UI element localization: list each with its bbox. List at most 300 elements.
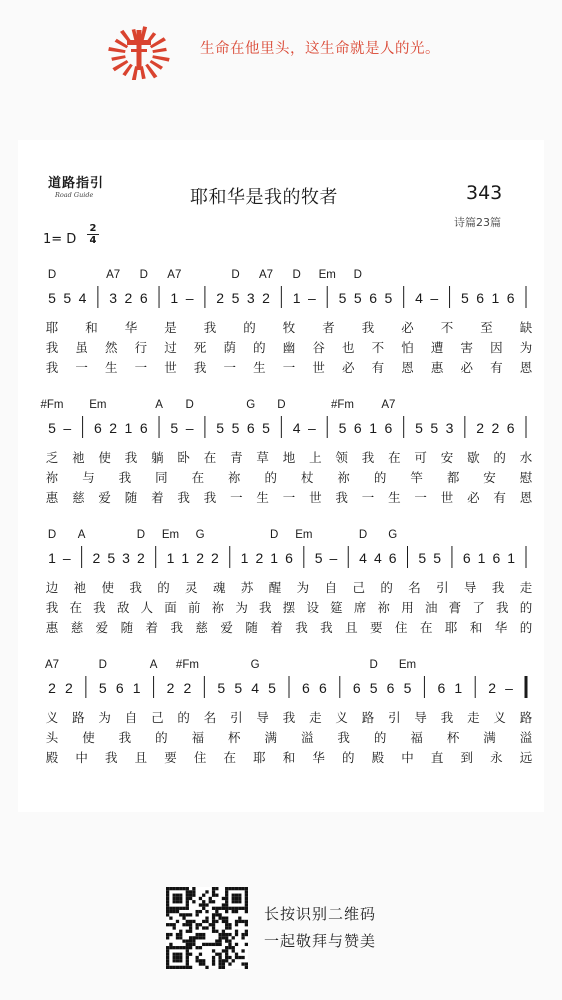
lyric-char: 为 (296, 581, 310, 595)
qr-module (238, 894, 241, 897)
lyric-char: 我 (496, 601, 509, 615)
qr-module (186, 956, 189, 959)
lyric-char: 祂 (73, 581, 87, 595)
lyric-char: 歇 (467, 451, 480, 465)
qr-module (238, 897, 241, 900)
lyric-char: 可 (414, 451, 427, 465)
lyric-char: 苏 (240, 581, 254, 595)
qr-module (189, 890, 192, 893)
qr-module (169, 933, 172, 936)
qr-module (176, 887, 179, 890)
lyric-char: 我 (177, 491, 190, 505)
qr-module (225, 890, 228, 893)
chord-symbol: D (270, 529, 279, 541)
qr-module (176, 966, 179, 969)
note: 2 (255, 550, 264, 566)
qr-module (176, 959, 179, 962)
qr-module (166, 962, 169, 965)
qr-module (225, 949, 228, 952)
qr-module (199, 936, 202, 939)
lyric-char: 满 (264, 731, 278, 745)
qr-module (232, 907, 235, 910)
qr-module (186, 894, 189, 897)
qr-module (212, 900, 215, 903)
note: 1 (181, 550, 190, 566)
qr-module (179, 946, 182, 949)
lyric-char: 一 (282, 491, 296, 505)
qr-module (235, 897, 238, 900)
qr-module (166, 910, 169, 913)
qr-module (179, 936, 182, 939)
qr-module (166, 903, 169, 906)
qr-module (186, 900, 189, 903)
lyric-char: 走 (467, 711, 480, 725)
lyric-char: 的 (519, 621, 533, 635)
lyric-char: 着 (151, 491, 164, 505)
note: 2 (48, 680, 56, 696)
qr-module (176, 953, 179, 956)
chord-symbol: Em (398, 659, 417, 671)
qr-module (173, 897, 176, 900)
qr-module (182, 923, 185, 926)
note: 5 (234, 680, 243, 696)
lyric-char: 安 (483, 471, 496, 485)
qr-code[interactable] (166, 887, 248, 969)
qr-module (235, 920, 238, 923)
note: 6 (246, 420, 255, 436)
chord-symbol: #Fm (175, 659, 199, 671)
lyric-char: 的 (177, 711, 190, 725)
lyric-char: 名 (408, 581, 421, 595)
lyric-char: 祢 (45, 471, 59, 485)
lyric-char: 在 (191, 471, 205, 485)
qr-module (225, 946, 228, 949)
qr-module (235, 910, 238, 913)
qr-module (225, 926, 228, 929)
qr-module (215, 920, 218, 923)
qr-module (212, 943, 215, 946)
lyric-char: 上 (309, 451, 322, 465)
note: 6 (492, 550, 501, 566)
lyric-char: 路 (519, 711, 533, 725)
qr-module (245, 943, 248, 946)
qr-module (235, 900, 238, 903)
qr-module (218, 939, 221, 942)
qr-module (232, 897, 235, 900)
lyric-char: 遭 (430, 341, 444, 355)
lyric-char: 华 (124, 321, 138, 335)
lyric-char: 路 (72, 711, 85, 725)
qr-module (186, 920, 189, 923)
key-signature: 1= D (43, 232, 77, 247)
qr-module (225, 956, 228, 959)
note: 5 (430, 420, 439, 436)
qr-module (232, 949, 235, 952)
lyric-char: 虽 (75, 341, 88, 355)
lyric-char: 引 (436, 581, 449, 595)
qr-module (222, 959, 225, 962)
note: 5 (418, 550, 427, 566)
lyric-char: 者 (322, 321, 335, 335)
qr-module (196, 946, 199, 949)
sustain-dash: – (308, 420, 316, 436)
brand-english-name: Road Guide (55, 191, 94, 199)
lyric-char: 躺 (151, 451, 164, 465)
lyric-char: 殿 (45, 751, 59, 765)
qr-module (241, 936, 244, 939)
lyric-char: 的 (243, 321, 256, 335)
qr-module (225, 907, 228, 910)
lyric-char: 慈 (72, 491, 85, 505)
qr-module (199, 959, 202, 962)
note: 5 (415, 420, 423, 436)
qr-module (179, 907, 182, 910)
qr-module (228, 926, 231, 929)
qr-module (189, 894, 192, 897)
qr-module (205, 926, 208, 929)
lyric-char: 一 (223, 361, 237, 375)
lyric-char: 和 (282, 751, 296, 765)
note: 1 (240, 550, 249, 566)
qr-module (202, 907, 205, 910)
qr-module (186, 887, 189, 890)
lyric-char: 华 (494, 621, 508, 635)
note: 5 (217, 680, 226, 696)
qr-module (245, 903, 248, 906)
qr-module (212, 959, 215, 962)
qr-module (218, 936, 221, 939)
note: 2 (166, 680, 175, 696)
qr-module (186, 943, 189, 946)
note: 1 (491, 290, 500, 306)
qr-module (176, 907, 179, 910)
lyric-char: 走 (519, 581, 533, 595)
lyric-char: 满 (483, 731, 496, 745)
qr-module (235, 923, 238, 926)
lyric-char: 恩 (401, 361, 414, 375)
qr-module (241, 949, 244, 952)
qr-module (212, 956, 215, 959)
lyric-char: 了 (472, 601, 485, 615)
note: 1 (48, 550, 56, 566)
chord-symbol: G (250, 659, 260, 671)
qr-module (218, 917, 221, 920)
qr-module (245, 930, 248, 933)
lyric-char: 世 (164, 361, 177, 375)
qr-module (182, 966, 185, 969)
qr-module (199, 962, 202, 965)
qr-module (189, 923, 192, 926)
qr-module (222, 936, 225, 939)
qr-module (205, 903, 208, 906)
qr-module (238, 907, 241, 910)
lyric-char: 生 (104, 361, 118, 375)
qr-module (186, 923, 189, 926)
note: 6 (318, 680, 327, 696)
note: 5 (338, 290, 347, 306)
qr-instruction: 长按识别二维码 (264, 905, 377, 923)
note: 2 (65, 680, 73, 696)
chord-symbol: A7 (259, 269, 274, 281)
lyric-char: 在 (419, 621, 433, 635)
qr-module (169, 910, 172, 913)
brand-name: 道路指引 (48, 176, 105, 191)
qr-module (199, 897, 202, 900)
qr-module (212, 920, 215, 923)
qr-module (182, 907, 185, 910)
lyric-char: 走 (309, 711, 322, 725)
lyric-char: 席 (353, 601, 367, 615)
lyric-char: 导 (463, 581, 477, 595)
qr-module (245, 966, 248, 969)
lyric-char: 头 (45, 731, 59, 745)
lyric-char: 在 (388, 451, 401, 465)
sustain-dash: – (63, 420, 72, 436)
qr-module (176, 946, 179, 949)
lyric-char: 的 (155, 731, 168, 745)
lyric-char: 同 (155, 471, 168, 485)
chord-symbol: D (47, 529, 57, 541)
qr-module (166, 936, 169, 939)
note: 1 (292, 290, 301, 306)
qr-module (225, 923, 228, 926)
qr-module (212, 890, 215, 893)
qr-module (176, 910, 179, 913)
qr-module (215, 943, 218, 946)
note: 1 (170, 290, 179, 306)
qr-module (225, 887, 228, 890)
lyric-char: 我 (45, 361, 59, 375)
qr-module (166, 894, 169, 897)
qr-module (179, 959, 182, 962)
qr-module (166, 890, 169, 893)
lyric-char: 祢 (211, 601, 225, 615)
qr-module (166, 923, 169, 926)
lyric-char: 为 (235, 601, 248, 615)
qr-module (205, 917, 208, 920)
lyric-char: 至 (480, 321, 493, 335)
chord-symbol: A7 (106, 269, 121, 281)
qr-module (202, 959, 205, 962)
note: 1 (132, 680, 141, 696)
lyric-char: 摆 (282, 601, 296, 615)
note: 6 (353, 420, 362, 436)
qr-module (173, 946, 176, 949)
qr-module (225, 920, 228, 923)
qr-module (232, 887, 235, 890)
note: 2 (136, 550, 145, 566)
qr-module (222, 907, 225, 910)
qr-module (241, 887, 244, 890)
qr-module (186, 897, 189, 900)
qr-module (202, 894, 205, 897)
lyric-char: 青 (230, 451, 243, 465)
lyric-char: 然 (104, 341, 118, 355)
qr-module (179, 900, 182, 903)
note: 2 (216, 290, 225, 306)
qr-module (179, 913, 182, 916)
qr-module (196, 910, 199, 913)
qr-module (173, 956, 176, 959)
worship-invitation: 一起敬拜与赞美 (264, 932, 377, 950)
lyric-char: 杖 (300, 471, 314, 485)
lyric-char: 耶 (253, 751, 266, 765)
note: 1 (124, 420, 133, 436)
qr-module (189, 953, 192, 956)
qr-module (245, 887, 248, 890)
note: 6 (93, 420, 102, 436)
lyric-char: 耶 (45, 321, 59, 335)
qr-module (245, 962, 248, 965)
lyric-char: 有 (371, 361, 385, 375)
qr-module (235, 956, 238, 959)
note: 5 (338, 420, 347, 436)
lyric-char: 祢 (337, 471, 350, 485)
chord-symbol: D (98, 659, 107, 671)
qr-module (212, 894, 215, 897)
note: 5 (262, 420, 270, 436)
lyric-char: 远 (519, 751, 533, 765)
note: 5 (48, 420, 56, 436)
qr-module (228, 907, 231, 910)
qr-module (173, 926, 176, 929)
note: 1 (454, 680, 463, 696)
lyric-char: 在 (69, 601, 82, 615)
qr-module (196, 933, 199, 936)
qr-module (225, 917, 228, 920)
qr-module (196, 913, 199, 916)
qr-module (189, 920, 192, 923)
qr-module (192, 936, 195, 939)
qr-module (238, 956, 241, 959)
chord-symbol: #Fm (40, 399, 64, 411)
lyric-char: 一 (361, 491, 375, 505)
qr-module (245, 933, 248, 936)
note: 6 (352, 680, 361, 696)
qr-module (222, 930, 225, 933)
qr-module (169, 887, 172, 890)
lyric-char: 死 (193, 341, 207, 355)
chord-symbol: D (47, 269, 57, 281)
note: 1 (166, 550, 175, 566)
qr-module (173, 900, 176, 903)
qr-module (225, 959, 228, 962)
lyric-char: 的 (380, 581, 393, 595)
lyric-char: 必 (341, 361, 355, 375)
lyric-char: 生 (256, 491, 269, 505)
qr-module (179, 897, 182, 900)
lyric-char: 住 (395, 621, 408, 635)
lyric-char: 面 (164, 601, 177, 615)
note: 5 (231, 420, 240, 436)
qr-module (222, 933, 225, 936)
qr-module (202, 962, 205, 965)
qr-module (202, 933, 205, 936)
lyric-char: 我 (440, 711, 454, 725)
qr-module (186, 966, 189, 969)
qr-module (169, 917, 172, 920)
lyric-char: 的 (519, 601, 533, 615)
qr-module (196, 959, 199, 962)
chord-symbol: D (353, 269, 362, 281)
lyric-char: 义 (45, 711, 59, 725)
lyric-char: 义 (493, 711, 506, 725)
lyric-char: 前 (187, 601, 201, 615)
qr-module (205, 920, 208, 923)
qr-module (182, 887, 185, 890)
qr-module (166, 907, 169, 910)
qr-module (173, 894, 176, 897)
qr-module (169, 943, 172, 946)
qr-module (192, 894, 195, 897)
note: 1 (369, 420, 377, 436)
qr-module (202, 943, 205, 946)
qr-module (222, 962, 225, 965)
note: 2 (211, 550, 219, 566)
qr-module (215, 953, 218, 956)
note: 4 (78, 290, 87, 306)
qr-module (176, 936, 179, 939)
qr-module (166, 897, 169, 900)
lyric-char: 的 (253, 341, 266, 355)
qr-module (225, 903, 228, 906)
lyric-char: 自 (124, 711, 138, 725)
note: 5 (231, 290, 240, 306)
note: 6 (285, 550, 293, 566)
qr-module (173, 953, 176, 956)
time-denominator: 4 (87, 234, 99, 246)
qr-module (173, 923, 176, 926)
lyric-char: 筵 (330, 601, 343, 615)
lyric-char: 导 (256, 711, 269, 725)
lyric-char: 溢 (300, 731, 314, 745)
note: 5 (403, 680, 412, 696)
qr-module (192, 939, 195, 942)
lyric-char: 导 (414, 711, 427, 725)
lyric-char: 路 (361, 711, 375, 725)
note: 6 (302, 680, 310, 696)
qr-module (166, 966, 169, 969)
note: 2 (488, 680, 497, 696)
qr-module (212, 962, 215, 965)
qr-module (232, 936, 235, 939)
qr-module (166, 913, 169, 916)
qr-module (186, 907, 189, 910)
note: 5 (48, 290, 56, 306)
lyric-char: 我 (491, 581, 505, 595)
lyric-char: 祢 (228, 471, 241, 485)
qr-module (202, 936, 205, 939)
note: 5 (433, 550, 442, 566)
lyric-char: 生 (388, 491, 401, 505)
lyric-char: 油 (424, 601, 438, 615)
sustain-dash: – (185, 290, 194, 306)
lyric-char: 着 (270, 621, 283, 635)
qr-module (202, 926, 205, 929)
note: 2 (262, 290, 270, 306)
note: 4 (415, 290, 423, 306)
qr-module (166, 887, 169, 890)
chord-symbol: Em (318, 269, 336, 281)
qr-module (199, 953, 202, 956)
lyric-char: 敌 (116, 601, 130, 615)
lyric-char: 我 (129, 581, 142, 595)
lyric-char: 是 (164, 321, 177, 335)
note: 4 (359, 550, 367, 566)
lyric-char: 慰 (519, 471, 533, 485)
lyric-char: 我 (203, 491, 217, 505)
lyric-char: 和 (469, 621, 483, 635)
